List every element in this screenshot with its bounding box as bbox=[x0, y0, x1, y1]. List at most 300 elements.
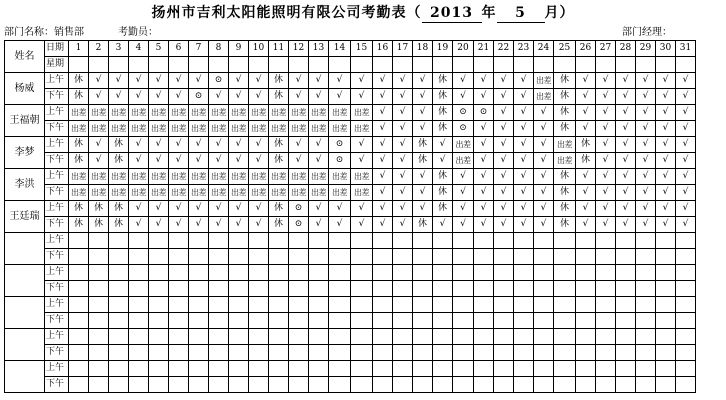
attendance-cell bbox=[534, 265, 554, 281]
attendance-cell: 休 bbox=[69, 153, 89, 169]
attendance-cell bbox=[129, 345, 149, 361]
attendance-cell bbox=[474, 265, 494, 281]
attendance-cell bbox=[656, 265, 676, 281]
attendance-cell: ⊙ bbox=[289, 201, 309, 217]
attendance-cell bbox=[514, 249, 534, 265]
attendance-cell: ⊙ bbox=[189, 89, 209, 105]
weekday-cell bbox=[433, 57, 453, 73]
attendance-cell: √ bbox=[309, 217, 329, 233]
attendance-cell: √ bbox=[149, 153, 169, 169]
attendance-cell bbox=[229, 265, 249, 281]
attendance-cell: √ bbox=[249, 73, 269, 89]
employee-name: 李洪 bbox=[5, 169, 45, 201]
attendance-cell: 出差 bbox=[309, 121, 329, 137]
am-label: 上午 bbox=[45, 201, 69, 217]
attendance-cell: √ bbox=[596, 217, 616, 233]
attendance-cell: √ bbox=[309, 89, 329, 105]
attendance-cell: √ bbox=[494, 169, 514, 185]
attendance-cell bbox=[189, 249, 209, 265]
attendance-cell bbox=[453, 361, 474, 377]
attendance-cell bbox=[309, 329, 329, 345]
attendance-cell: √ bbox=[636, 153, 656, 169]
attendance-cell bbox=[351, 345, 373, 361]
attendance-cell bbox=[129, 313, 149, 329]
day-number: 9 bbox=[229, 41, 249, 57]
attendance-cell bbox=[89, 249, 109, 265]
attendance-cell bbox=[329, 345, 351, 361]
attendance-cell: 出差 bbox=[534, 73, 554, 89]
attendance-cell: √ bbox=[576, 185, 596, 201]
attendance-cell: √ bbox=[514, 137, 534, 153]
attendance-cell: √ bbox=[494, 121, 514, 137]
attendance-cell: √ bbox=[596, 105, 616, 121]
attendance-cell bbox=[494, 361, 514, 377]
attendance-cell bbox=[89, 345, 109, 361]
attendance-cell: √ bbox=[494, 217, 514, 233]
attendance-cell bbox=[149, 281, 169, 297]
attendance-cell bbox=[249, 265, 269, 281]
attendance-cell bbox=[616, 313, 636, 329]
attendance-cell bbox=[149, 329, 169, 345]
attendance-cell: √ bbox=[636, 169, 656, 185]
attendance-cell bbox=[534, 329, 554, 345]
attendance-cell: 出差 bbox=[289, 169, 309, 185]
day-number: 2 bbox=[89, 41, 109, 57]
attendance-cell bbox=[494, 377, 514, 393]
attendance-cell: √ bbox=[616, 201, 636, 217]
attendance-cell: 出差 bbox=[249, 121, 269, 137]
attendance-cell: 休 bbox=[69, 73, 89, 89]
attendance-cell bbox=[373, 233, 393, 249]
attendance-cell: 出差 bbox=[109, 185, 129, 201]
attendance-cell bbox=[351, 265, 373, 281]
day-number: 15 bbox=[351, 41, 373, 57]
attendance-cell: 出差 bbox=[329, 121, 351, 137]
pm-label: 下午 bbox=[45, 249, 69, 265]
attendance-cell bbox=[109, 377, 129, 393]
attendance-cell bbox=[351, 297, 373, 313]
attendance-cell bbox=[616, 281, 636, 297]
attendance-cell bbox=[393, 329, 413, 345]
attendance-cell: 休 bbox=[554, 169, 576, 185]
attendance-cell bbox=[373, 361, 393, 377]
attendance-cell bbox=[576, 377, 596, 393]
attendance-cell bbox=[494, 265, 514, 281]
attendance-cell bbox=[249, 233, 269, 249]
attendance-cell bbox=[309, 313, 329, 329]
attendance-cell: √ bbox=[676, 185, 696, 201]
attendance-cell: 出差 bbox=[229, 105, 249, 121]
attendance-cell: √ bbox=[534, 137, 554, 153]
attendance-cell bbox=[69, 233, 89, 249]
table-row bbox=[5, 233, 696, 249]
attendance-cell bbox=[393, 265, 413, 281]
attendance-cell: 休 bbox=[554, 121, 576, 137]
attendance-cell: √ bbox=[656, 201, 676, 217]
attendance-cell bbox=[636, 297, 656, 313]
attendance-cell bbox=[576, 281, 596, 297]
employee-name: 王福朝 bbox=[5, 105, 45, 137]
attendance-cell: 出差 bbox=[89, 105, 109, 121]
attendance-cell bbox=[129, 297, 149, 313]
attendance-cell: √ bbox=[393, 137, 413, 153]
attendance-cell bbox=[249, 313, 269, 329]
title-month: 5 bbox=[497, 4, 545, 23]
attendance-cell: √ bbox=[373, 89, 393, 105]
attendance-cell bbox=[289, 281, 309, 297]
am-label: 上午 bbox=[45, 233, 69, 249]
attendance-cell: √ bbox=[636, 137, 656, 153]
attendance-cell: √ bbox=[229, 89, 249, 105]
attendance-cell bbox=[229, 329, 249, 345]
attendance-cell: √ bbox=[209, 201, 229, 217]
attendance-cell: 出差 bbox=[129, 105, 149, 121]
attendance-cell: 出差 bbox=[351, 105, 373, 121]
attendance-cell: 休 bbox=[433, 105, 453, 121]
attendance-cell: √ bbox=[209, 153, 229, 169]
title-month-suffix: 月） bbox=[544, 5, 575, 21]
attendance-cell: 出差 bbox=[269, 105, 289, 121]
attendance-cell bbox=[69, 281, 89, 297]
attendance-cell: √ bbox=[189, 73, 209, 89]
attendance-cell: ⊙ bbox=[209, 73, 229, 89]
attendance-cell bbox=[514, 361, 534, 377]
attendance-cell: √ bbox=[393, 121, 413, 137]
attendance-cell: √ bbox=[249, 137, 269, 153]
attendance-cell: √ bbox=[534, 201, 554, 217]
attendance-cell: 出差 bbox=[209, 121, 229, 137]
attendance-cell bbox=[373, 313, 393, 329]
attendance-cell: √ bbox=[373, 137, 393, 153]
attendance-cell bbox=[453, 297, 474, 313]
attendance-cell bbox=[596, 345, 616, 361]
attendance-cell bbox=[351, 249, 373, 265]
day-number: 3 bbox=[109, 41, 129, 57]
attendance-cell bbox=[209, 329, 229, 345]
pm-label: 下午 bbox=[45, 185, 69, 201]
attendance-cell: √ bbox=[413, 105, 433, 121]
attendance-cell: √ bbox=[129, 217, 149, 233]
weekday-cell bbox=[393, 57, 413, 73]
attendance-cell: 出差 bbox=[351, 169, 373, 185]
attendance-cell: 出差 bbox=[129, 169, 149, 185]
attendance-cell bbox=[676, 249, 696, 265]
table-row bbox=[5, 169, 696, 185]
attendance-cell bbox=[109, 329, 129, 345]
attendance-cell: √ bbox=[534, 169, 554, 185]
attendance-cell: 出差 bbox=[289, 185, 309, 201]
day-number: 29 bbox=[636, 41, 656, 57]
attendance-cell bbox=[656, 361, 676, 377]
attendance-cell: √ bbox=[656, 217, 676, 233]
attendance-cell: 休 bbox=[269, 153, 289, 169]
attendance-cell bbox=[89, 313, 109, 329]
employee-name: 李梦 bbox=[5, 137, 45, 169]
attendance-cell bbox=[514, 377, 534, 393]
employee-name bbox=[5, 297, 45, 329]
table-row bbox=[5, 105, 696, 121]
attendance-cell bbox=[329, 233, 351, 249]
attendance-cell: √ bbox=[453, 217, 474, 233]
attendance-cell: √ bbox=[453, 185, 474, 201]
department-label: 部门名称：销售部 bbox=[4, 27, 84, 38]
attendance-cell bbox=[289, 345, 309, 361]
attendance-cell: √ bbox=[596, 73, 616, 89]
attendance-cell bbox=[453, 377, 474, 393]
attendance-cell bbox=[453, 249, 474, 265]
attendance-cell: √ bbox=[249, 217, 269, 233]
attendance-cell bbox=[636, 265, 656, 281]
day-number: 4 bbox=[129, 41, 149, 57]
attendance-cell: √ bbox=[373, 153, 393, 169]
attendance-cell bbox=[453, 265, 474, 281]
attendance-cell bbox=[209, 265, 229, 281]
weekday-cell bbox=[676, 57, 696, 73]
attendance-cell: 出差 bbox=[453, 137, 474, 153]
attendance-cell: 休 bbox=[554, 201, 576, 217]
attendance-cell: √ bbox=[576, 217, 596, 233]
attendance-cell: 休 bbox=[433, 185, 453, 201]
attendance-cell bbox=[373, 377, 393, 393]
attendance-cell bbox=[596, 377, 616, 393]
attendance-cell bbox=[433, 377, 453, 393]
attendance-cell: 出差 bbox=[329, 105, 351, 121]
attendance-cell bbox=[534, 233, 554, 249]
attendance-cell: 出差 bbox=[269, 121, 289, 137]
employee-name bbox=[5, 233, 45, 265]
manager-label: 部门经理： bbox=[622, 27, 672, 38]
attendance-cell: √ bbox=[129, 89, 149, 105]
attendance-cell: 出差 bbox=[554, 137, 576, 153]
attendance-cell: ⊙ bbox=[453, 105, 474, 121]
attendance-cell: √ bbox=[189, 217, 209, 233]
attendance-cell bbox=[149, 297, 169, 313]
attendance-cell bbox=[269, 297, 289, 313]
attendance-cell: √ bbox=[393, 217, 413, 233]
attendance-cell: √ bbox=[474, 121, 494, 137]
attendance-cell: 休 bbox=[69, 217, 89, 233]
day-number: 5 bbox=[149, 41, 169, 57]
attendance-cell: √ bbox=[576, 73, 596, 89]
attendance-cell bbox=[413, 313, 433, 329]
attendance-cell bbox=[534, 297, 554, 313]
am-label: 上午 bbox=[45, 73, 69, 89]
attendance-cell: √ bbox=[534, 153, 554, 169]
attendance-cell: 出差 bbox=[189, 169, 209, 185]
attendance-cell: √ bbox=[534, 105, 554, 121]
attendance-cell: 出差 bbox=[229, 185, 249, 201]
attendance-cell bbox=[494, 313, 514, 329]
attendance-cell: √ bbox=[433, 217, 453, 233]
table-row bbox=[5, 313, 696, 329]
attendance-cell bbox=[433, 265, 453, 281]
weekday-cell bbox=[453, 57, 474, 73]
attendance-cell bbox=[393, 361, 413, 377]
attendance-cell: 休 bbox=[269, 89, 289, 105]
attendance-cell: √ bbox=[433, 137, 453, 153]
attendance-cell: √ bbox=[676, 121, 696, 137]
attendance-cell bbox=[229, 313, 249, 329]
attendance-cell: √ bbox=[636, 73, 656, 89]
attendance-cell: 出差 bbox=[169, 105, 189, 121]
attendance-cell bbox=[514, 297, 534, 313]
attendance-cell: √ bbox=[229, 153, 249, 169]
attendance-cell bbox=[329, 361, 351, 377]
weekday-cell bbox=[351, 57, 373, 73]
attendance-cell: 出差 bbox=[351, 121, 373, 137]
attendance-cell: 出差 bbox=[189, 121, 209, 137]
attendance-cell bbox=[169, 297, 189, 313]
attendance-cell bbox=[433, 233, 453, 249]
attendance-cell bbox=[616, 297, 636, 313]
attendance-cell: 出差 bbox=[329, 169, 351, 185]
attendance-cell: √ bbox=[636, 105, 656, 121]
attendance-cell: 出差 bbox=[89, 169, 109, 185]
attendance-cell bbox=[229, 249, 249, 265]
table-row bbox=[5, 121, 696, 137]
attendance-cell bbox=[656, 297, 676, 313]
attendance-cell: √ bbox=[89, 73, 109, 89]
weekday-cell bbox=[329, 57, 351, 73]
attendance-cell: √ bbox=[656, 89, 676, 105]
attendance-cell bbox=[514, 265, 534, 281]
weekday-cell bbox=[69, 57, 89, 73]
attendance-cell: 休 bbox=[109, 153, 129, 169]
sheet-title bbox=[0, 4, 726, 23]
day-number: 17 bbox=[393, 41, 413, 57]
attendance-cell: √ bbox=[656, 105, 676, 121]
attendance-cell bbox=[636, 361, 656, 377]
attendance-cell bbox=[249, 249, 269, 265]
attendance-cell: √ bbox=[413, 185, 433, 201]
attendance-cell: 休 bbox=[433, 73, 453, 89]
attendance-cell bbox=[474, 249, 494, 265]
day-number: 16 bbox=[373, 41, 393, 57]
attendance-cell bbox=[129, 329, 149, 345]
attendance-cell bbox=[109, 233, 129, 249]
attendance-cell bbox=[413, 281, 433, 297]
attendance-cell bbox=[576, 249, 596, 265]
attendance-cell: √ bbox=[249, 201, 269, 217]
attendance-cell bbox=[534, 313, 554, 329]
attendance-cell: √ bbox=[656, 137, 676, 153]
attendance-cell bbox=[209, 233, 229, 249]
attendance-cell: 出差 bbox=[89, 185, 109, 201]
weekday-cell bbox=[209, 57, 229, 73]
table-row bbox=[5, 89, 696, 105]
weekday-cell bbox=[554, 57, 576, 73]
attendance-cell bbox=[329, 265, 351, 281]
attendance-cell bbox=[373, 281, 393, 297]
attendance-cell: 出差 bbox=[269, 185, 289, 201]
attendance-cell bbox=[189, 361, 209, 377]
attendance-cell: √ bbox=[636, 201, 656, 217]
weekday-cell bbox=[534, 57, 554, 73]
weekday-cell bbox=[89, 57, 109, 73]
attendance-cell bbox=[656, 329, 676, 345]
attendance-table bbox=[4, 40, 696, 393]
attendance-cell: √ bbox=[413, 169, 433, 185]
day-number: 18 bbox=[413, 41, 433, 57]
attendance-cell: √ bbox=[676, 153, 696, 169]
attendance-cell bbox=[534, 361, 554, 377]
employee-name bbox=[5, 265, 45, 297]
attendance-cell: √ bbox=[596, 185, 616, 201]
attendance-cell: √ bbox=[474, 201, 494, 217]
table-row bbox=[5, 249, 696, 265]
attendance-cell bbox=[229, 281, 249, 297]
attendance-cell: √ bbox=[616, 185, 636, 201]
attendance-cell bbox=[109, 313, 129, 329]
attendance-cell: √ bbox=[656, 153, 676, 169]
attendance-cell bbox=[373, 329, 393, 345]
attendance-cell bbox=[169, 233, 189, 249]
attendance-cell bbox=[616, 377, 636, 393]
day-number: 28 bbox=[616, 41, 636, 57]
attendance-cell: √ bbox=[676, 137, 696, 153]
attendance-cell bbox=[576, 297, 596, 313]
attendance-cell bbox=[453, 329, 474, 345]
attendance-cell bbox=[474, 297, 494, 313]
attendance-cell: 出差 bbox=[209, 169, 229, 185]
attendance-cell: 出差 bbox=[69, 169, 89, 185]
attendance-cell bbox=[616, 233, 636, 249]
attendance-cell: √ bbox=[229, 217, 249, 233]
attendance-cell bbox=[514, 329, 534, 345]
attendance-cell: ⊙ bbox=[453, 121, 474, 137]
day-number: 1 bbox=[69, 41, 89, 57]
attendance-cell bbox=[656, 249, 676, 265]
title-prefix: 扬州市吉利太阳能照明有限公司考勤表（ bbox=[151, 5, 422, 21]
attendance-cell bbox=[413, 233, 433, 249]
attendance-cell: 出差 bbox=[209, 105, 229, 121]
attendance-cell: √ bbox=[514, 169, 534, 185]
attendance-cell: √ bbox=[249, 89, 269, 105]
attendance-cell: √ bbox=[373, 73, 393, 89]
attendance-cell bbox=[229, 345, 249, 361]
attendance-cell bbox=[149, 377, 169, 393]
attendance-cell bbox=[351, 361, 373, 377]
table-row bbox=[5, 73, 696, 89]
attendance-cell: √ bbox=[169, 73, 189, 89]
table-row bbox=[5, 297, 696, 313]
attendance-cell bbox=[413, 249, 433, 265]
attendance-cell: √ bbox=[209, 217, 229, 233]
day-number: 14 bbox=[329, 41, 351, 57]
attendance-cell bbox=[413, 361, 433, 377]
attendance-cell: √ bbox=[413, 121, 433, 137]
attendance-cell: √ bbox=[413, 201, 433, 217]
day-number: 10 bbox=[249, 41, 269, 57]
attendance-cell: 出差 bbox=[69, 185, 89, 201]
attendance-cell bbox=[393, 249, 413, 265]
attendance-cell: √ bbox=[514, 105, 534, 121]
attendance-cell: √ bbox=[596, 169, 616, 185]
attendance-cell bbox=[269, 281, 289, 297]
attendance-cell: √ bbox=[474, 73, 494, 89]
table-row bbox=[5, 265, 696, 281]
title-year-suffix: 年 bbox=[481, 5, 497, 21]
attendance-cell bbox=[309, 345, 329, 361]
attendance-cell bbox=[309, 377, 329, 393]
attendance-cell: 出差 bbox=[189, 105, 209, 121]
attendance-cell bbox=[129, 249, 149, 265]
attendance-cell bbox=[189, 377, 209, 393]
weekday-cell bbox=[616, 57, 636, 73]
attendance-cell bbox=[289, 297, 309, 313]
attendance-cell: 休 bbox=[109, 217, 129, 233]
attendance-cell bbox=[129, 233, 149, 249]
